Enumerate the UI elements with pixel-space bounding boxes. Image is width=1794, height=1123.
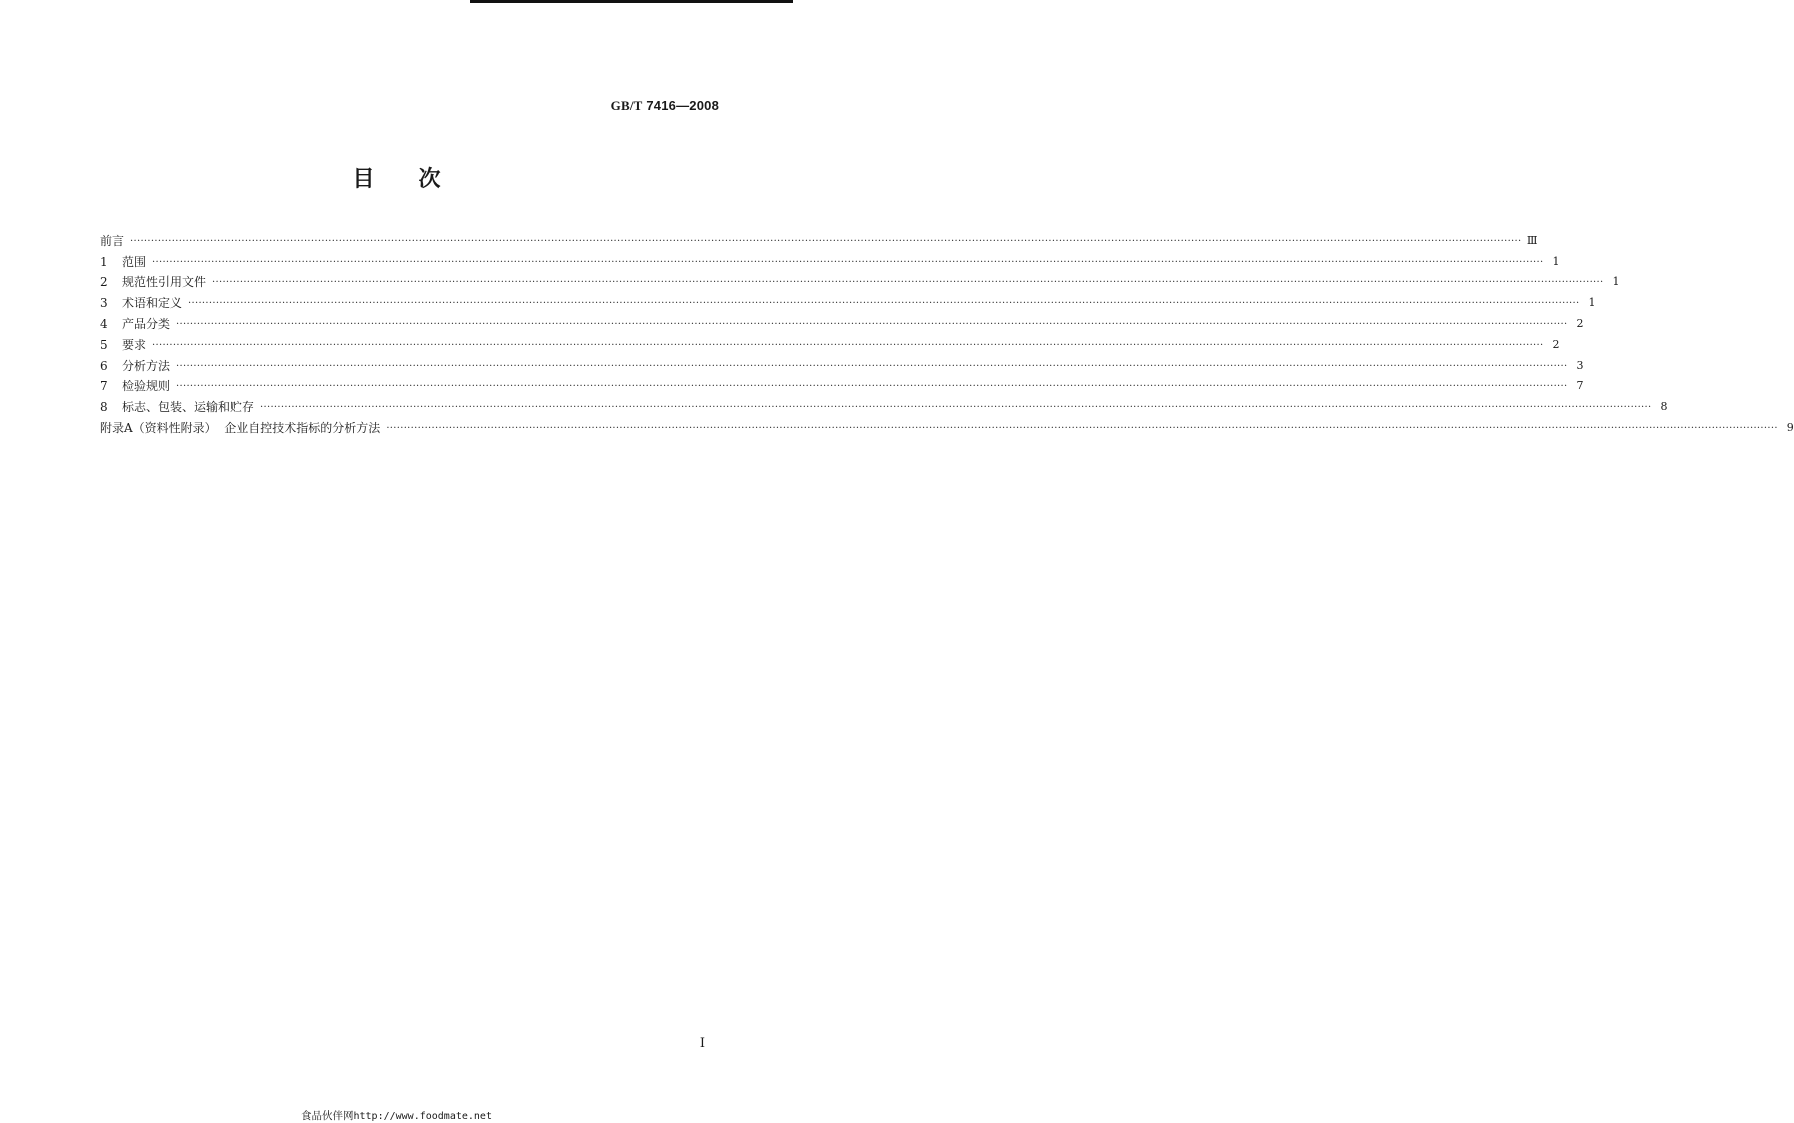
toc-entry-label: 产品分类 xyxy=(122,316,171,331)
toc-entry-number: 7 xyxy=(100,379,108,394)
toc-dot-leader: ················································································································································································································································································································································································································ xyxy=(130,235,1522,247)
toc-entry-number: 8 xyxy=(100,400,108,415)
toc-entry-number: 1 xyxy=(100,254,108,269)
toc-entry-number: 6 xyxy=(100,358,108,373)
footer xyxy=(0,1108,793,1123)
toc-entry-label: 要求 xyxy=(122,337,147,352)
toc-entry-page: 3 xyxy=(1576,358,1584,372)
toc-entry-label: 分析方法 xyxy=(122,358,171,373)
toc-entry-label: 检验规则 xyxy=(122,379,171,394)
toc-dot-leader: ················································································································································································································································································································································································································ xyxy=(386,422,1778,434)
toc-dot-leader: ················································································································································································································································································································································································································ xyxy=(260,402,1652,414)
toc-entry-label: 前言 xyxy=(100,233,125,248)
toc-entry-number: 3 xyxy=(100,296,108,311)
standard-code xyxy=(611,98,719,114)
toc-entry-label: 规范性引用文件 xyxy=(122,275,207,290)
toc-entry-label: 范围 xyxy=(122,254,147,269)
toc-entry[interactable] xyxy=(100,290,1596,311)
toc-entry-page: 2 xyxy=(1576,316,1584,330)
toc-entry-page: 1 xyxy=(1588,296,1596,310)
page-title: 目次 xyxy=(352,166,485,192)
toc-entry[interactable] xyxy=(100,374,1584,395)
standard-code-number: 7416—2008 xyxy=(646,98,719,113)
toc-entry-label: 标志、包装、运输和贮存 xyxy=(122,400,255,415)
toc-dot-leader: ················································································································································································································································································································································································································ xyxy=(188,298,1580,310)
toc-dot-leader: ················································································································································································································································································································································································································ xyxy=(152,339,1544,351)
standard-code-prefix: GB/T xyxy=(610,98,643,113)
toc-entry-number: 5 xyxy=(100,337,108,352)
toc-entry-page: 2 xyxy=(1552,337,1560,351)
toc-entry-page: 8 xyxy=(1660,400,1668,414)
toc-entry[interactable] xyxy=(100,270,1620,291)
toc-entry-page: 1 xyxy=(1552,254,1560,268)
toc-entry[interactable] xyxy=(100,249,1560,270)
toc-entry[interactable] xyxy=(100,311,1584,332)
footer-site-name: 食品伙伴网 xyxy=(301,1110,354,1122)
toc-entry-page: Ⅲ xyxy=(1526,233,1538,247)
toc-dot-leader: ················································································································································································································································································································································································································ xyxy=(176,360,1568,372)
toc-entry[interactable] xyxy=(100,228,1538,249)
toc-entry-number: 2 xyxy=(100,275,108,290)
page-number: Ⅰ xyxy=(699,1036,705,1051)
toc-dot-leader: ················································································································································································································································································································································································································ xyxy=(152,256,1544,268)
toc-dot-leader: ················································································································································································································································································································································································································ xyxy=(176,381,1568,393)
toc-dot-leader: ················································································································································································································································································································································································································ xyxy=(176,318,1568,330)
toc-entry-label: 附录A（资料性附录） 企业自控技术指标的分析方法 xyxy=(100,420,381,435)
scan-edge-line xyxy=(470,0,793,3)
toc-entry[interactable] xyxy=(100,332,1560,353)
toc-entry-page: 1 xyxy=(1612,275,1620,289)
toc-entry-page: 7 xyxy=(1576,379,1584,393)
toc-entry[interactable] xyxy=(100,394,1668,415)
footer-url[interactable]: http://www.foodmate.net xyxy=(353,1111,492,1122)
toc-entry[interactable] xyxy=(100,415,1794,436)
toc-entry-number: 4 xyxy=(100,316,108,331)
table-of-contents xyxy=(100,228,1794,436)
toc-dot-leader: ················································································································································································································································································································································································································ xyxy=(212,277,1604,289)
toc-entry-page: 9 xyxy=(1786,420,1794,434)
toc-entry[interactable] xyxy=(100,353,1584,374)
toc-entry-label: 术语和定义 xyxy=(122,296,183,311)
